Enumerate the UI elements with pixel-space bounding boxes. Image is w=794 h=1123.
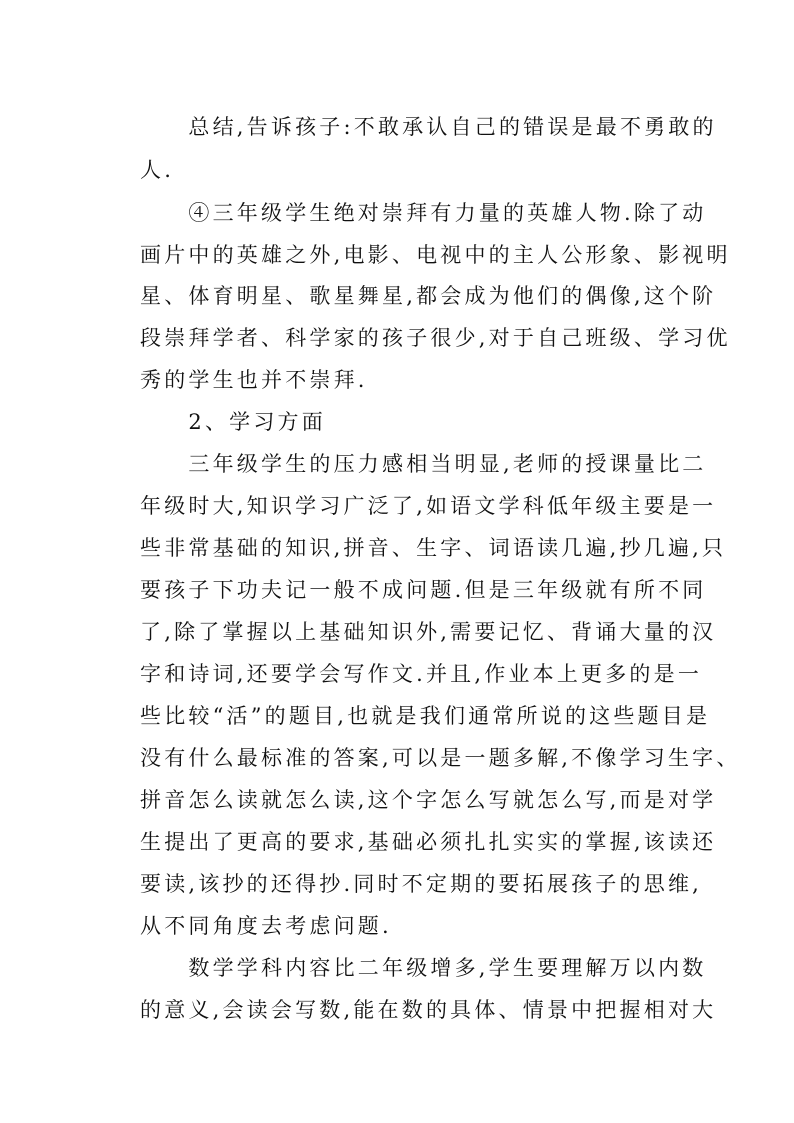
text-line: 三年级学生的压力感相当明显,老师的授课量比二 bbox=[140, 452, 707, 476]
text-line: 生提出了更高的要求,基础必须扎扎实实的掌握,该读还 bbox=[140, 830, 717, 854]
text-line: 年级时大,知识学习广泛了,如语文学科低年级主要是一 bbox=[140, 494, 717, 518]
text-line: 总结,告诉孩子:不敢承认自己的错误是最不勇敢的 bbox=[140, 115, 717, 139]
text-line: 从不同角度去考虑问题. bbox=[140, 914, 392, 938]
text-line: 要孩子下功夫记一般不成问题.但是三年级就有所不同 bbox=[140, 578, 707, 602]
text-line: 数学学科内容比二年级增多,学生要理解万以内数 bbox=[140, 956, 707, 980]
section-heading: 2、学习方面 bbox=[140, 410, 326, 434]
text-line: 秀的学生也并不崇拜. bbox=[140, 368, 368, 392]
text-line: 字和诗词,还要学会写作文.并且,作业本上更多的是一 bbox=[140, 662, 703, 686]
text-line: 没有什么最标准的答案,可以是一题多解,不像学习生字、 bbox=[140, 746, 741, 770]
text-line: 的意义,会读会写数,能在数的具体、情景中把握相对大 bbox=[140, 998, 717, 1022]
text-line: 些比较“活”的题目,也就是我们通常所说的这些题目是 bbox=[140, 704, 711, 728]
text-line: 拼音怎么读就怎么读,这个字怎么写就怎么写,而是对学 bbox=[140, 788, 717, 812]
text-line: 星、体育明星、歌星舞星,都会成为他们的偶像,这个阶 bbox=[140, 284, 717, 308]
text-line: 人. bbox=[140, 158, 175, 182]
text-line: 段崇拜学者、科学家的孩子很少,对于自己班级、学习优 bbox=[140, 326, 731, 350]
text-line: 画片中的英雄之外,电影、电视中的主人公形象、影视明 bbox=[140, 243, 731, 267]
text-line: 些非常基础的知识,拼音、生字、词语读几遍,抄几遍,只 bbox=[140, 536, 727, 560]
text-line: ④三年级学生绝对崇拜有力量的英雄人物.除了动 bbox=[140, 201, 707, 225]
text-line: 要读,该抄的还得抄.同时不定期的要拓展孩子的思维, bbox=[140, 872, 703, 896]
text-line: 了,除了掌握以上基础知识外,需要记忆、背诵大量的汉 bbox=[140, 620, 717, 644]
